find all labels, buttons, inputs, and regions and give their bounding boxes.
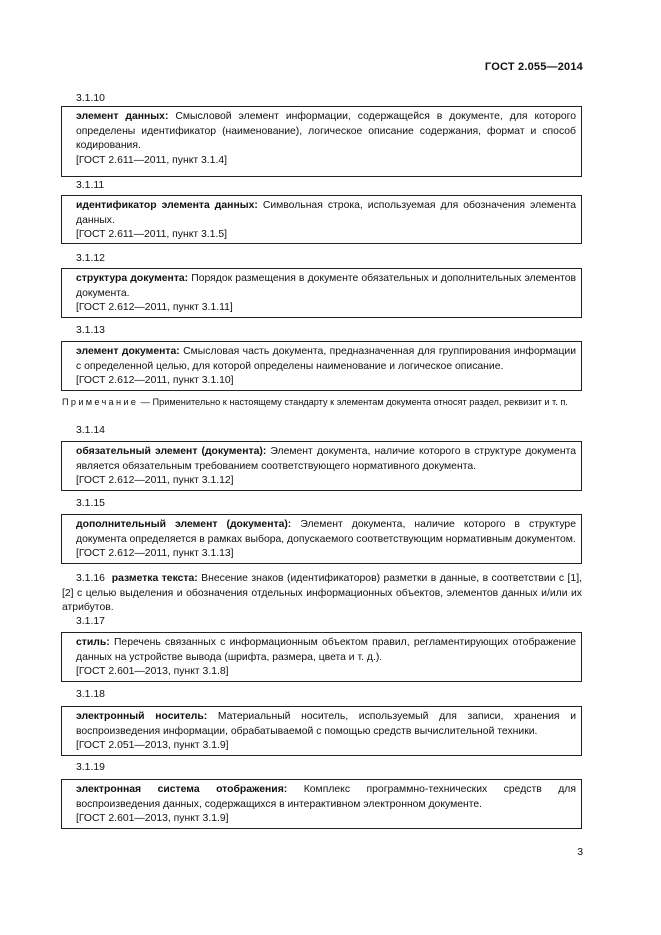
definition-text: Смысловой элемент информации, содержащейся в документе, для которого определены идентификатор (наименование), логическое описание содержания, формат и способ кодирования. [76,111,576,152]
term: электронная система отображения: [76,784,288,795]
definition-text: Порядок размещения в документе обязательных и дополнительных элементов документа. [76,273,576,299]
definition-text: Внесение знаков (идентификаторов) разметки в данные, в соответствии с [1], [2] с целью выделения и обозначения отдельных информационных объектов, элементов данных и/или их атрибутов. [62,573,582,614]
definition-box [61,268,582,318]
source-reference: [ГОСТ 2.611—2011, пункт 3.1.5] [76,229,228,241]
term: электронный носитель: [76,711,208,722]
clause-number: 3.1.17 [76,616,105,627]
clause-number: 3.1.18 [76,689,105,700]
clause-number: 3.1.14 [76,425,105,436]
definition-text: Элемент документа, наличие которого в структуре документа является обязательным требованием соответствующего нормативного документа. [76,446,576,472]
document-code: ГОСТ 2.055—2014 [484,61,583,73]
clause-number: 3.1.12 [76,253,105,264]
clause-number: 3.1.11 [76,180,105,191]
term: элемент документа: [76,346,180,357]
clause-number: 3.1.10 [76,93,105,104]
source-reference: [ГОСТ 2.051—2013, пункт 3.1.9] [76,740,229,752]
source-reference: [ГОСТ 2.601—2013, пункт 3.1.9] [76,813,229,825]
definition-box [61,706,582,756]
source-reference: [ГОСТ 2.601—2013, пункт 3.1.8] [76,666,229,678]
definition-box [61,632,582,682]
term: элемент данных: [76,111,169,122]
definition-box [61,106,582,177]
definition-text: Материальный носитель, используемый для записи, хранения и воспроизведения информации, обрабатываемой с помощью средств вычислительной техники. [76,711,577,737]
clause-number: 3.1.16 [76,573,105,584]
definition-text: Смысловая часть документа, предназначенная для группирования информации с определенной целью, для которой определены наименование и логическое описание. [76,346,576,372]
definition-text: Перечень связанных с информационным объектом правил, регламентирующих отображение данных на устройстве вывода (шрифта, размера, цвета и т. д.). [76,637,576,663]
term: разметка текста: [111,573,198,584]
definition-text: Элемент документа, наличие которого в структуре документа определяется в рамках выбора, допускаемого соответствующим нормативным документом. [76,519,576,545]
term: обязательный элемент (документа): [76,446,267,457]
term: стиль: [76,637,110,648]
definition-box [61,195,582,244]
clause-number: 3.1.19 [76,762,105,773]
clause-paragraph [62,572,582,616]
clause-number: 3.1.13 [76,325,105,336]
definition-text: Символьная строка, используемая для обозначения элемента данных. [76,200,576,226]
definition-box [61,341,582,391]
definition-box [61,779,582,829]
term: идентификатор элемента данных: [76,200,258,211]
source-reference: [ГОСТ 2.612—2011, пункт 3.1.10] [76,375,234,387]
note [62,396,582,409]
page-number: 3 [577,847,583,858]
definition-box [61,441,582,491]
source-reference: [ГОСТ 2.612—2011, пункт 3.1.11] [76,302,233,314]
definition-text: Комплекс программно-технических средств для воспроизведения данных, содержащихся в интерактивном электронном документе. [76,784,576,810]
source-reference: [ГОСТ 2.612—2011, пункт 3.1.13] [76,548,234,560]
term: дополнительный элемент (документа): [76,519,292,530]
note-text: — Применительно к настоящему стандарту к элементам документа относят раздел, реквизит и т. п. [138,397,568,407]
source-reference: [ГОСТ 2.611—2011, пункт 3.1.4] [76,154,228,166]
note-label: Примечание [62,397,139,407]
clause-number: 3.1.15 [76,498,105,509]
definition-box [61,514,582,564]
source-reference: [ГОСТ 2.612—2011, пункт 3.1.12] [76,475,234,487]
term: структура документа: [76,273,189,284]
